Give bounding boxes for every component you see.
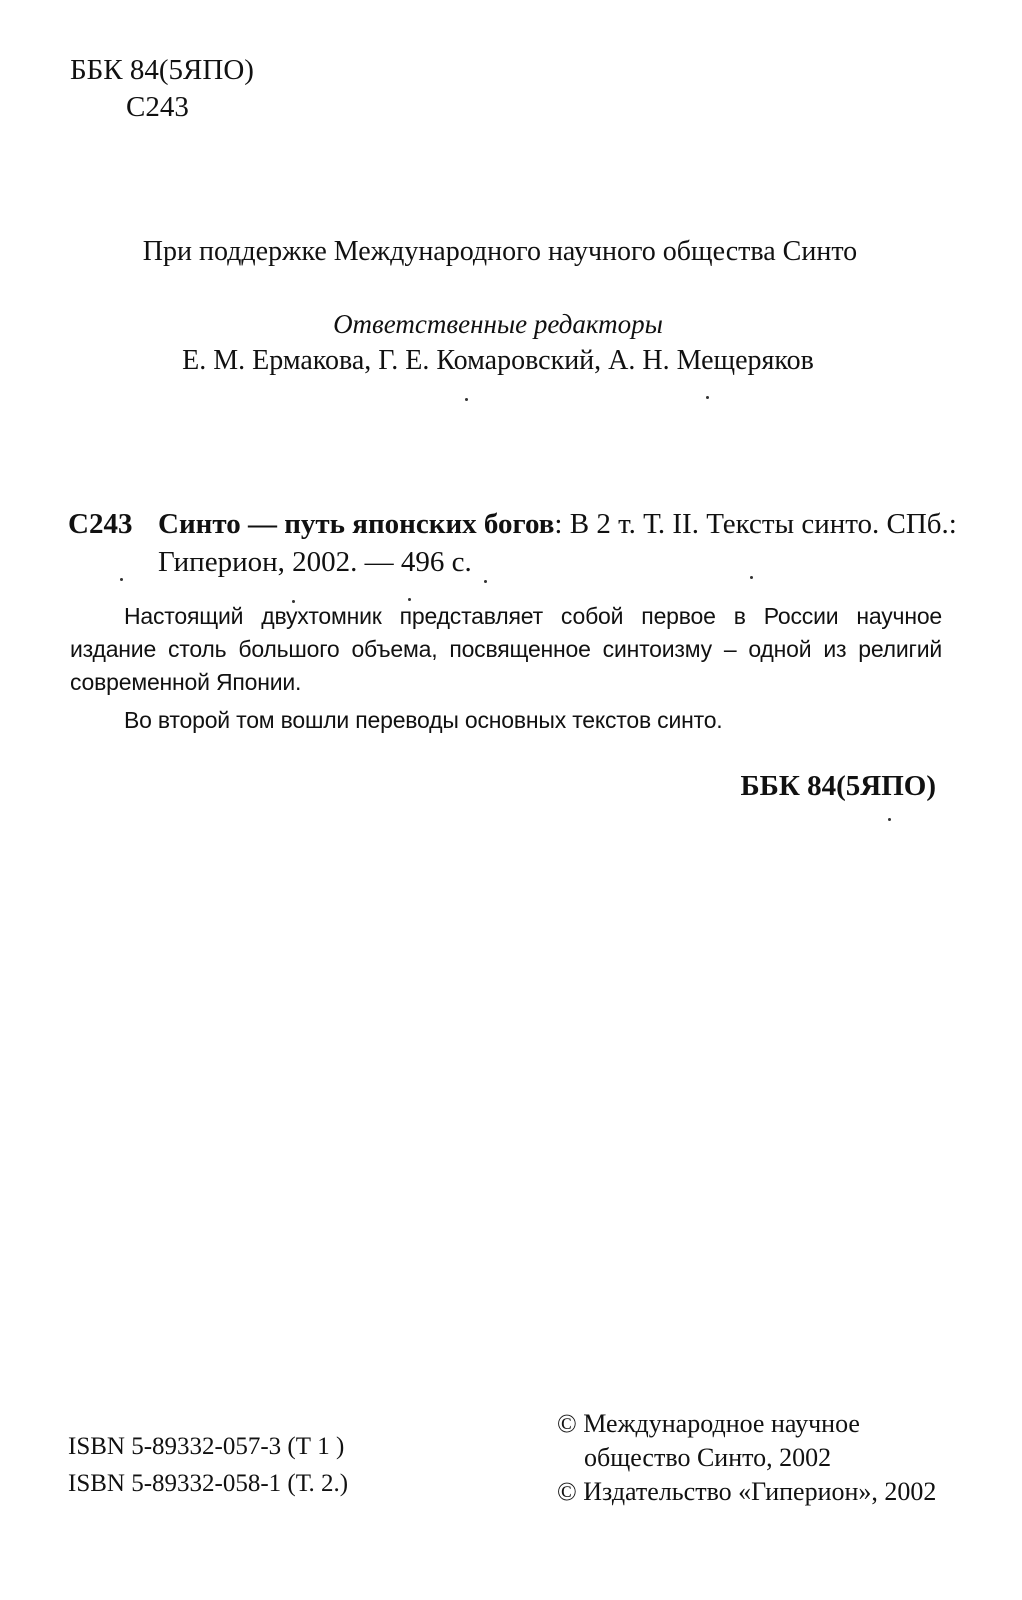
scan-speck [292,600,295,603]
entry-line-2: Гиперион, 2002. — 496 с. [158,546,472,578]
scan-speck [465,398,468,401]
bbk-footer: ББК 84(5ЯПО) [740,770,936,802]
scan-speck [750,576,753,579]
scan-speck [408,598,411,601]
support-line: При поддержке Международного научного общества Синто [142,236,858,267]
copyright-society-line-2: общество Синто, 2002 [584,1443,832,1472]
scan-speck [888,818,891,821]
bbk-header [70,52,254,126]
catalog-code: С243 [126,91,189,123]
entry-code: С243 [68,508,133,540]
book-title: Синто — путь японских богов [158,508,555,540]
bbk-index: ББК 84(5ЯПО) [70,54,254,86]
editors-names: Е. М. Ермакова, Г. Е. Комаровский, А. Н. Мещеряков [182,345,814,376]
entry-line-1 [158,508,957,541]
scan-speck [484,580,487,583]
copyright-society-line-1: © Международное научное [557,1409,860,1438]
editors-title: Ответственные редакторы [333,309,663,339]
scan-speck [120,578,123,581]
annotation-paragraph-1: Настоящий двухтомник представляет собой первое в России научное издание столь большого объема, посвященное синтоизму – одной из религий современной Японии. [70,603,942,695]
isbn-volume-2: ISBN 5-89332-058-1 (Т. 2.) [68,1470,349,1497]
isbn-volume-1: ISBN 5-89332-057-3 (Т 1 ) [68,1433,345,1460]
copyright-publisher: © Издательство «Гиперион», 2002 [557,1477,937,1506]
entry-details: : В 2 т. Т. II. Тексты синто. СПб.: [554,508,957,540]
scan-speck [706,396,709,399]
annotation-paragraph-2: Во второй том вошли переводы основных текстов синто. [124,707,723,733]
